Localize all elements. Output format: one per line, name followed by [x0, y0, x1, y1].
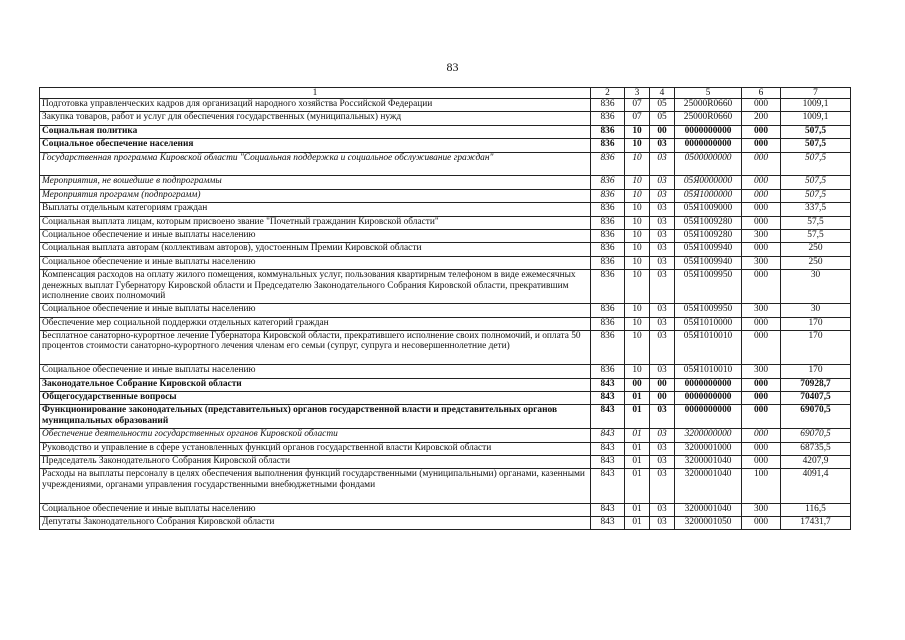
- row-name-cell: Выплаты отдельным категориям граждан: [40, 203, 591, 216]
- row-admin-code-cell: 843: [591, 442, 625, 455]
- table-row: [40, 243, 851, 256]
- row-admin-code-cell: 843: [591, 456, 625, 469]
- row-expense-type-cell: 000: [742, 203, 781, 216]
- row-name-cell: Социальная выплата авторам (коллективам авторов), удостоенным Премии Кировской области: [40, 243, 591, 256]
- row-section-cell: 10: [625, 176, 650, 189]
- row-amount-cell: 17431,7: [781, 516, 851, 529]
- row-amount-cell: 57,5: [781, 229, 851, 242]
- row-name-cell: Общегосударственные вопросы: [40, 392, 591, 405]
- row-section-cell: 10: [625, 317, 650, 330]
- table-row: [40, 456, 851, 469]
- row-expense-type-cell: 000: [742, 176, 781, 189]
- row-subsection-cell: 03: [650, 331, 675, 365]
- row-section-cell: 10: [625, 270, 650, 304]
- row-subsection-cell: 00: [650, 125, 675, 138]
- table-row: [40, 378, 851, 391]
- header-col-6: 6: [742, 88, 781, 99]
- row-expense-type-cell: 000: [742, 189, 781, 202]
- row-target-article-cell: 3200001040: [675, 503, 742, 516]
- table-row: [40, 139, 851, 152]
- row-name-cell: Мероприятия программ (подпрограмм): [40, 189, 591, 202]
- row-target-article-cell: 3200001050: [675, 516, 742, 529]
- table-row: [40, 203, 851, 216]
- row-target-article-cell: 05Я1010010: [675, 365, 742, 378]
- row-admin-code-cell: 836: [591, 125, 625, 138]
- row-section-cell: 01: [625, 469, 650, 503]
- row-admin-code-cell: 836: [591, 365, 625, 378]
- row-amount-cell: 1009,1: [781, 99, 851, 112]
- row-admin-code-cell: 836: [591, 229, 625, 242]
- table-row: [40, 317, 851, 330]
- row-section-cell: 01: [625, 405, 650, 429]
- row-amount-cell: 57,5: [781, 216, 851, 229]
- row-name-cell: Законодательное Собрание Кировской области: [40, 378, 591, 391]
- row-name-cell: Компенсация расходов на оплату жилого помещения, коммунальных услуг, пользования квартирным телефоном в виде ежемесячных денежных выплат Губернатору Кировской области и Председателю Законодательного Собрания Кировской области, прекратившим исполнение своих полномочий: [40, 270, 591, 304]
- row-subsection-cell: 03: [650, 503, 675, 516]
- row-expense-type-cell: 000: [742, 456, 781, 469]
- table-row: [40, 189, 851, 202]
- row-expense-type-cell: 000: [742, 392, 781, 405]
- row-subsection-cell: 03: [650, 270, 675, 304]
- row-section-cell: 01: [625, 442, 650, 455]
- row-subsection-cell: 00: [650, 392, 675, 405]
- header-col-7: 7: [781, 88, 851, 99]
- header-col-1: 1: [40, 88, 591, 99]
- row-admin-code-cell: 843: [591, 405, 625, 429]
- row-amount-cell: 116,5: [781, 503, 851, 516]
- row-name-cell: Руководство и управление в сфере установленных функций органов государственной власти Кировской области: [40, 442, 591, 455]
- table-row: [40, 176, 851, 189]
- table-row: [40, 112, 851, 125]
- row-subsection-cell: 03: [650, 256, 675, 269]
- row-amount-cell: 170: [781, 331, 851, 365]
- row-subsection-cell: 03: [650, 456, 675, 469]
- row-admin-code-cell: 843: [591, 378, 625, 391]
- row-admin-code-cell: 836: [591, 216, 625, 229]
- row-target-article-cell: 3200001040: [675, 456, 742, 469]
- row-name-cell: Депутаты Законодательного Собрания Кировской области: [40, 516, 591, 529]
- row-amount-cell: 507,5: [781, 189, 851, 202]
- table-row: [40, 270, 851, 304]
- row-target-article-cell: 05Я1009280: [675, 229, 742, 242]
- row-section-cell: 00: [625, 378, 650, 391]
- row-admin-code-cell: 843: [591, 429, 625, 442]
- row-expense-type-cell: 000: [742, 442, 781, 455]
- row-section-cell: 10: [625, 331, 650, 365]
- row-name-cell: Социальное обеспечение и иные выплаты населению: [40, 229, 591, 242]
- table-row: [40, 99, 851, 112]
- row-subsection-cell: 03: [650, 229, 675, 242]
- row-target-article-cell: 05Я1009940: [675, 243, 742, 256]
- row-target-article-cell: 0000000000: [675, 125, 742, 138]
- row-subsection-cell: 05: [650, 112, 675, 125]
- table-row: [40, 152, 851, 176]
- row-name-cell: Социальное обеспечение и иные выплаты населению: [40, 503, 591, 516]
- row-name-cell: Социальное обеспечение населения: [40, 139, 591, 152]
- row-section-cell: 10: [625, 256, 650, 269]
- row-target-article-cell: 0000000000: [675, 405, 742, 429]
- row-amount-cell: 4207,9: [781, 456, 851, 469]
- row-section-cell: 01: [625, 503, 650, 516]
- row-target-article-cell: 0500000000: [675, 152, 742, 176]
- row-admin-code-cell: 843: [591, 469, 625, 503]
- row-subsection-cell: 03: [650, 243, 675, 256]
- row-subsection-cell: 03: [650, 216, 675, 229]
- header-col-2: 2: [591, 88, 625, 99]
- row-admin-code-cell: 843: [591, 503, 625, 516]
- row-section-cell: 07: [625, 99, 650, 112]
- row-amount-cell: 4091,4: [781, 469, 851, 503]
- row-target-article-cell: 05Я1010000: [675, 317, 742, 330]
- row-amount-cell: 69070,5: [781, 429, 851, 442]
- table-row: [40, 516, 851, 529]
- row-name-cell: Социальное обеспечение и иные выплаты населению: [40, 256, 591, 269]
- row-expense-type-cell: 000: [742, 516, 781, 529]
- row-expense-type-cell: 000: [742, 317, 781, 330]
- row-target-article-cell: 25000R0660: [675, 112, 742, 125]
- row-subsection-cell: 03: [650, 516, 675, 529]
- row-section-cell: 01: [625, 516, 650, 529]
- row-target-article-cell: 0000000000: [675, 378, 742, 391]
- row-amount-cell: 69070,5: [781, 405, 851, 429]
- row-expense-type-cell: 000: [742, 216, 781, 229]
- header-col-4: 4: [650, 88, 675, 99]
- row-expense-type-cell: 000: [742, 139, 781, 152]
- table-row: [40, 125, 851, 138]
- row-expense-type-cell: 000: [742, 405, 781, 429]
- row-target-article-cell: 25000R0660: [675, 99, 742, 112]
- row-expense-type-cell: 000: [742, 378, 781, 391]
- row-admin-code-cell: 836: [591, 317, 625, 330]
- row-amount-cell: 507,5: [781, 139, 851, 152]
- header-row: [40, 88, 851, 99]
- row-expense-type-cell: 300: [742, 229, 781, 242]
- row-amount-cell: 70928,7: [781, 378, 851, 391]
- row-expense-type-cell: 300: [742, 256, 781, 269]
- row-name-cell: Обеспечение мер социальной поддержки отдельных категорий граждан: [40, 317, 591, 330]
- row-subsection-cell: 03: [650, 469, 675, 503]
- table-row: [40, 503, 851, 516]
- row-subsection-cell: 03: [650, 152, 675, 176]
- row-expense-type-cell: 300: [742, 304, 781, 317]
- row-name-cell: Социальная политика: [40, 125, 591, 138]
- row-expense-type-cell: 000: [742, 99, 781, 112]
- row-target-article-cell: 05Я1010010: [675, 331, 742, 365]
- row-subsection-cell: 03: [650, 304, 675, 317]
- row-section-cell: 10: [625, 152, 650, 176]
- row-section-cell: 10: [625, 365, 650, 378]
- row-admin-code-cell: 836: [591, 139, 625, 152]
- row-section-cell: 10: [625, 139, 650, 152]
- row-section-cell: 10: [625, 203, 650, 216]
- row-name-cell: Подготовка управленческих кадров для организаций народного хозяйства Российской Федерации: [40, 99, 591, 112]
- row-target-article-cell: 3200001040: [675, 469, 742, 503]
- row-expense-type-cell: 000: [742, 243, 781, 256]
- row-admin-code-cell: 836: [591, 152, 625, 176]
- row-subsection-cell: 03: [650, 405, 675, 429]
- row-admin-code-cell: 836: [591, 331, 625, 365]
- row-amount-cell: 250: [781, 243, 851, 256]
- table-row: [40, 229, 851, 242]
- row-admin-code-cell: 836: [591, 203, 625, 216]
- row-name-cell: Мероприятия, не вошедшие в подпрограммы: [40, 176, 591, 189]
- row-expense-type-cell: 000: [742, 429, 781, 442]
- header-col-5: 5: [675, 88, 742, 99]
- row-subsection-cell: 03: [650, 176, 675, 189]
- row-target-article-cell: 3200000000: [675, 429, 742, 442]
- row-admin-code-cell: 843: [591, 392, 625, 405]
- row-section-cell: 10: [625, 125, 650, 138]
- row-subsection-cell: 03: [650, 189, 675, 202]
- row-admin-code-cell: 843: [591, 516, 625, 529]
- row-section-cell: 10: [625, 216, 650, 229]
- row-subsection-cell: 03: [650, 317, 675, 330]
- row-admin-code-cell: 836: [591, 99, 625, 112]
- row-name-cell: Государственная программа Кировской области "Социальная поддержка и социальное обслуживание граждан": [40, 152, 591, 176]
- row-subsection-cell: 03: [650, 429, 675, 442]
- row-amount-cell: 170: [781, 317, 851, 330]
- row-admin-code-cell: 836: [591, 243, 625, 256]
- row-name-cell: Функционирование законодательных (представительных) органов государственной власти и представительных органов муниципальных образований: [40, 405, 591, 429]
- row-amount-cell: 507,5: [781, 176, 851, 189]
- table-row: [40, 429, 851, 442]
- row-subsection-cell: 05: [650, 99, 675, 112]
- row-section-cell: 07: [625, 112, 650, 125]
- row-target-article-cell: 05Я1009940: [675, 256, 742, 269]
- row-amount-cell: 170: [781, 365, 851, 378]
- row-amount-cell: 70407,5: [781, 392, 851, 405]
- table-row: [40, 442, 851, 455]
- row-name-cell: Расходы на выплаты персоналу в целях обеспечения выполнения функций государственными (муниципальными) органами, казенными учреждениями, органами управления государственными внебюджетными фондами: [40, 469, 591, 503]
- row-admin-code-cell: 836: [591, 256, 625, 269]
- row-amount-cell: 337,5: [781, 203, 851, 216]
- row-section-cell: 10: [625, 243, 650, 256]
- row-expense-type-cell: 000: [742, 152, 781, 176]
- header-col-3: 3: [625, 88, 650, 99]
- row-admin-code-cell: 836: [591, 304, 625, 317]
- row-expense-type-cell: 000: [742, 270, 781, 304]
- row-target-article-cell: 0000000000: [675, 139, 742, 152]
- row-section-cell: 10: [625, 229, 650, 242]
- row-amount-cell: 250: [781, 256, 851, 269]
- row-target-article-cell: 05Я1000000: [675, 189, 742, 202]
- row-subsection-cell: 03: [650, 365, 675, 378]
- row-target-article-cell: 05Я0000000: [675, 176, 742, 189]
- row-admin-code-cell: 836: [591, 189, 625, 202]
- row-target-article-cell: 05Я1009950: [675, 304, 742, 317]
- row-subsection-cell: 00: [650, 378, 675, 391]
- row-section-cell: 10: [625, 189, 650, 202]
- row-target-article-cell: 05Я1009280: [675, 216, 742, 229]
- budget-table: [39, 87, 851, 530]
- row-amount-cell: 1009,1: [781, 112, 851, 125]
- table-row: [40, 469, 851, 503]
- row-amount-cell: 507,5: [781, 152, 851, 176]
- row-target-article-cell: 05Я1009000: [675, 203, 742, 216]
- row-section-cell: 01: [625, 392, 650, 405]
- row-subsection-cell: 03: [650, 203, 675, 216]
- row-amount-cell: 30: [781, 304, 851, 317]
- row-amount-cell: 68735,5: [781, 442, 851, 455]
- table-row: [40, 365, 851, 378]
- row-target-article-cell: 05Я1009950: [675, 270, 742, 304]
- table-row: [40, 216, 851, 229]
- row-target-article-cell: 0000000000: [675, 392, 742, 405]
- row-name-cell: Социальное обеспечение и иные выплаты населению: [40, 304, 591, 317]
- row-section-cell: 01: [625, 456, 650, 469]
- row-target-article-cell: 3200001000: [675, 442, 742, 455]
- table-row: [40, 304, 851, 317]
- row-name-cell: Обеспечение деятельности государственных органов Кировской области: [40, 429, 591, 442]
- table-row: [40, 392, 851, 405]
- row-expense-type-cell: 000: [742, 125, 781, 138]
- row-section-cell: 01: [625, 429, 650, 442]
- page-number: 83: [446, 60, 459, 74]
- table-body: [40, 99, 851, 530]
- row-expense-type-cell: 200: [742, 112, 781, 125]
- row-amount-cell: 507,5: [781, 125, 851, 138]
- row-name-cell: Закупка товаров, работ и услуг для обеспечения государственных (муниципальных) нужд: [40, 112, 591, 125]
- row-admin-code-cell: 836: [591, 176, 625, 189]
- row-section-cell: 10: [625, 304, 650, 317]
- row-expense-type-cell: 100: [742, 469, 781, 503]
- row-name-cell: Социальное обеспечение и иные выплаты населению: [40, 365, 591, 378]
- row-amount-cell: 30: [781, 270, 851, 304]
- table-row: [40, 256, 851, 269]
- row-expense-type-cell: 000: [742, 331, 781, 365]
- row-name-cell: Председатель Законодательного Собрания Кировской области: [40, 456, 591, 469]
- row-name-cell: Социальная выплата лицам, которым присвоено звание "Почетный гражданин Кировской области": [40, 216, 591, 229]
- table-row: [40, 331, 851, 365]
- table-row: [40, 405, 851, 429]
- row-admin-code-cell: 836: [591, 270, 625, 304]
- row-expense-type-cell: 300: [742, 503, 781, 516]
- row-admin-code-cell: 836: [591, 112, 625, 125]
- row-name-cell: Бесплатное санаторно-курортное лечение Губернатора Кировской области, прекратившего исполнение своих полномочий, и оплата 50 процентов стоимости санаторно-курортного лечения членам его семьи (супруг, супруга и несовершеннолетние дети): [40, 331, 591, 365]
- row-subsection-cell: 03: [650, 139, 675, 152]
- row-expense-type-cell: 300: [742, 365, 781, 378]
- row-subsection-cell: 03: [650, 442, 675, 455]
